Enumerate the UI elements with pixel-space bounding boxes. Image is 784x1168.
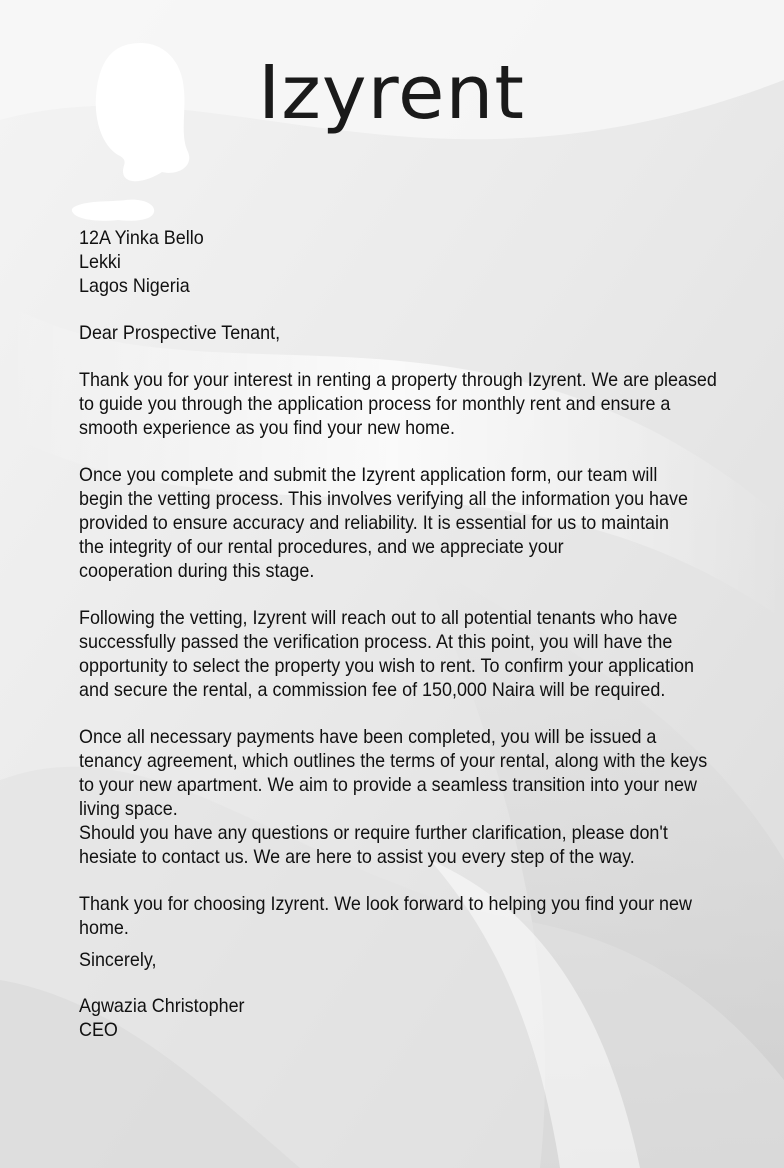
paragraph-intro xyxy=(79,368,759,440)
paragraph-line: Thank you for choosing Izyrent. We look forward to helping you find your new xyxy=(79,893,692,915)
brand-wordmark: Izyrent xyxy=(258,50,525,136)
paragraph-vetting xyxy=(79,463,759,583)
address-line: Lekki xyxy=(79,251,121,273)
paragraph-line: Thank you for your interest in renting a property through Izyrent. We are pleased xyxy=(79,369,717,391)
paragraph-line: to your new apartment. We aim to provide a seamless transition into your new xyxy=(79,774,697,796)
paragraph-line: Following the vetting, Izyrent will reach out to all potential tenants who have xyxy=(79,607,678,629)
signature-name: Agwazia Christopher xyxy=(79,995,245,1017)
paragraph-line: hesiate to contact us. We are here to assist you every step of the way. xyxy=(79,846,635,868)
address-line: Lagos Nigeria xyxy=(79,275,190,297)
paragraph-line: cooperation during this stage. xyxy=(79,560,315,582)
paragraph-selection xyxy=(79,606,759,702)
paragraph-line: begin the vetting process. This involves verifying all the information you have xyxy=(79,488,688,510)
closing: Sincerely, xyxy=(79,949,157,971)
recipient-address xyxy=(79,226,759,298)
paragraph-questions xyxy=(79,821,759,869)
redacted-address-line xyxy=(70,198,160,224)
redacted-logo-mark xyxy=(90,40,195,185)
paragraph-line: Once all necessary payments have been completed, you will be issued a xyxy=(79,726,657,748)
paragraph-line: home. xyxy=(79,917,129,939)
paragraph-line: Should you have any questions or require further clarification, please don't xyxy=(79,822,668,844)
signature-title: CEO xyxy=(79,1019,118,1041)
paragraph-line: tenancy agreement, which outlines the terms of your rental, along with the keys xyxy=(79,750,708,772)
paragraph-line: provided to ensure accuracy and reliability. It is essential for us to maintain xyxy=(79,512,669,534)
salutation: Dear Prospective Tenant, xyxy=(79,322,281,344)
paragraph-line: the integrity of our rental procedures, and we appreciate your xyxy=(79,536,564,558)
paragraph-payments xyxy=(79,725,759,821)
paragraph-line: successfully passed the verification process. At this point, you will have the xyxy=(79,631,673,653)
paragraph-line: to guide you through the application process for monthly rent and ensure a xyxy=(79,393,671,415)
letter-body xyxy=(79,226,759,1042)
address-line: 12A Yinka Bello xyxy=(79,227,204,249)
signature-block xyxy=(79,994,759,1042)
paragraph-line: opportunity to select the property you wish to rent. To confirm your application xyxy=(79,655,694,677)
paragraph-line: Once you complete and submit the Izyrent application form, our team will xyxy=(79,464,658,486)
paragraph-line: smooth experience as you find your new home. xyxy=(79,417,455,439)
paragraph-thanks xyxy=(79,892,759,940)
paragraph-line: and secure the rental, a commission fee of 150,000 Naira will be required. xyxy=(79,679,666,701)
paragraph-line: living space. xyxy=(79,798,178,820)
